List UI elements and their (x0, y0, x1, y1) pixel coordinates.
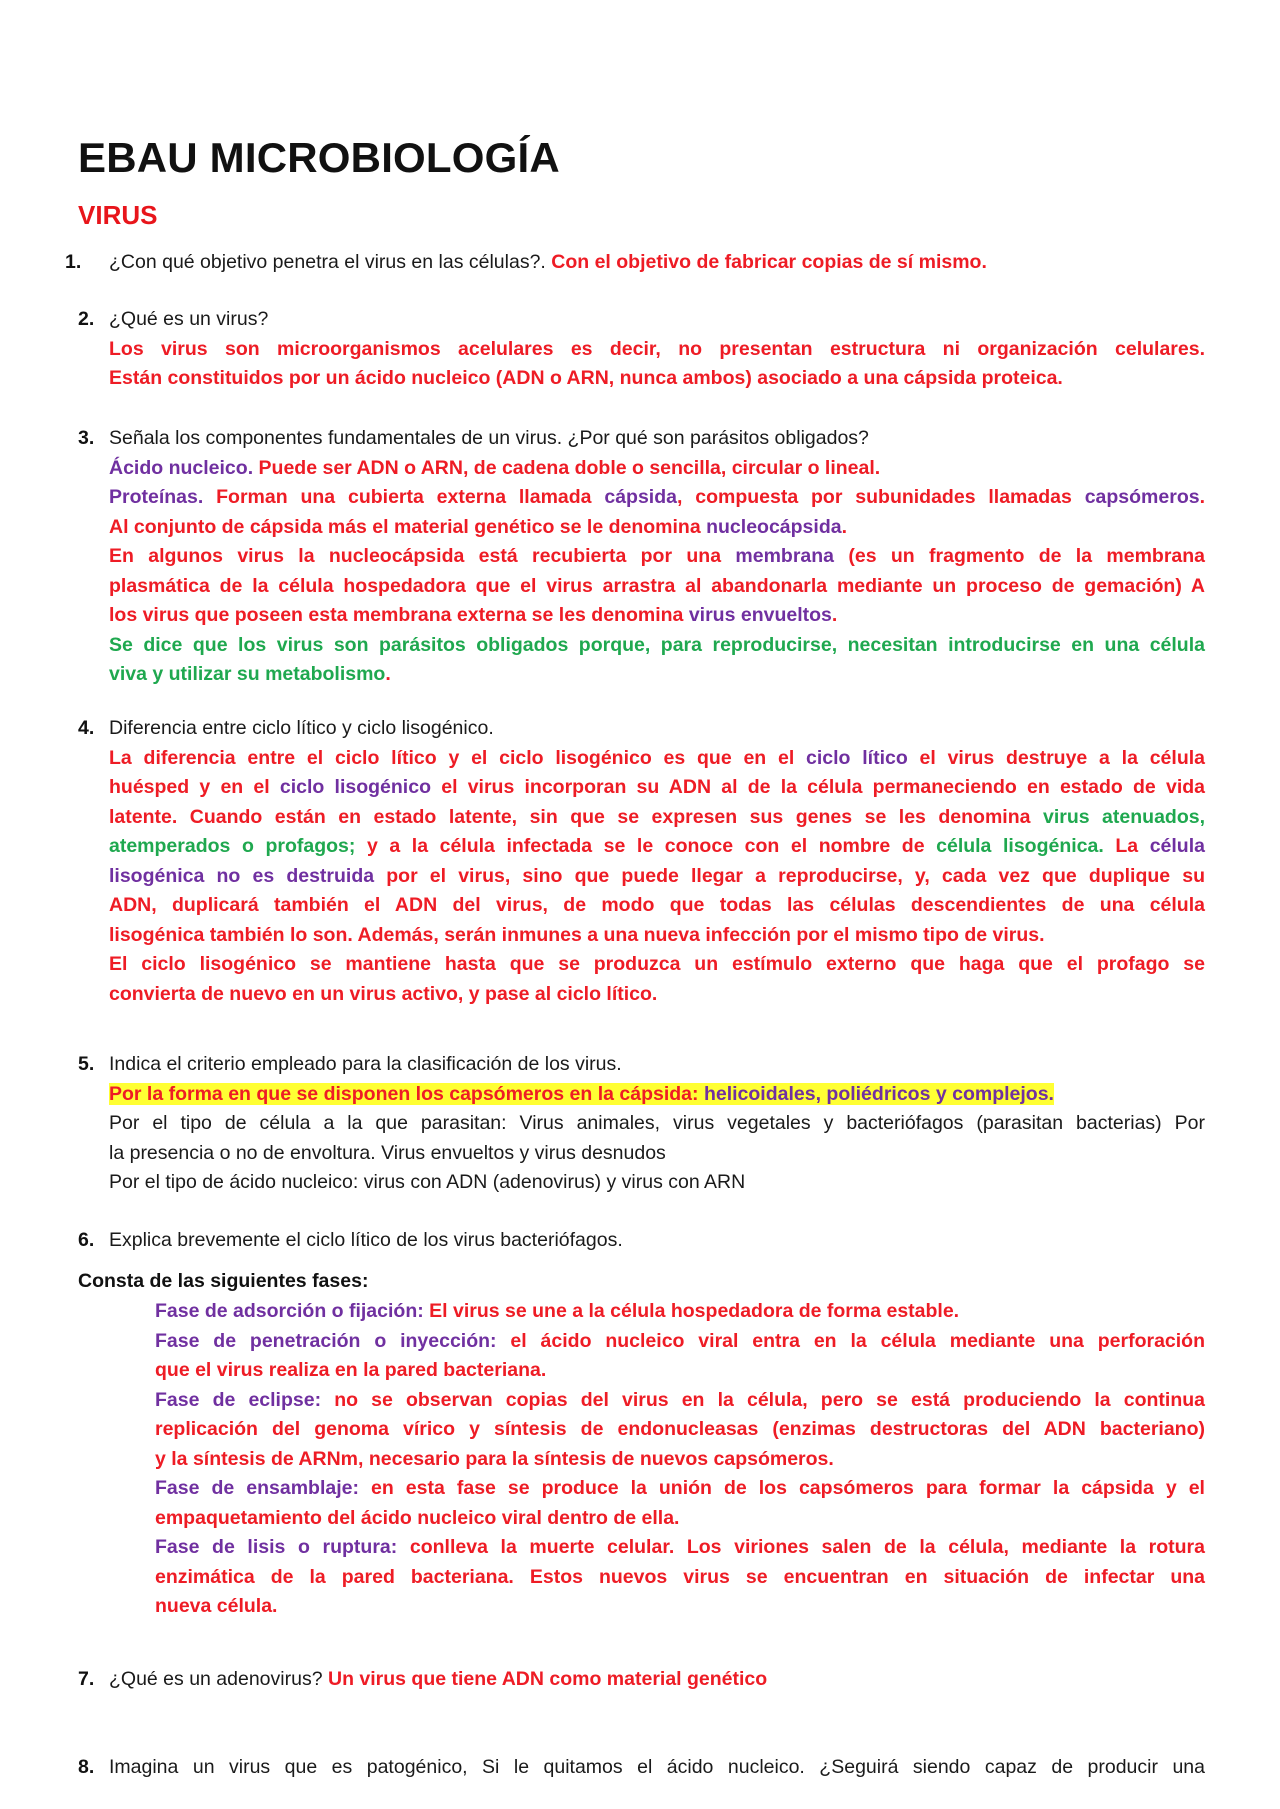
answer-line: convierta de nuevo en un virus activo, y pase al ciclo lítico. (109, 982, 658, 1005)
term: membrana (735, 545, 835, 567)
phase-line: que el virus realiza en la pared bacteriana. (155, 1359, 547, 1381)
answer-text: La diferencia entre el ciclo lítico y el ciclo lisogénico es que en el (109, 746, 795, 769)
phase-text: en esta fase se produce la unión de los capsómeros para formar la cápsida y el (371, 1477, 1205, 1499)
answer-text: , compuesta por subunidades llamadas (676, 486, 1072, 508)
answer-text: huésped y en el (109, 776, 270, 798)
phase-line (155, 1386, 1205, 1416)
question-number: 3. (78, 427, 95, 449)
term: ciclo lisogénico (279, 776, 431, 798)
highlighted-term: helicoidales, poliédricos y complejos. (703, 1082, 1054, 1105)
phase-line (155, 1533, 1205, 1563)
answer-line (109, 803, 1205, 833)
answer-line (109, 1080, 1205, 1110)
phase-line: y la síntesis de ARNm, necesario para la síntesis de nuevos capsómeros. (155, 1447, 834, 1470)
phase-term: Fase de penetración o inyección: (155, 1329, 497, 1352)
answer-text: viva y utilizar su metabolismo (109, 663, 386, 685)
answer-line: El ciclo lisogénico se mantiene hasta que se produzca un estímulo externo que haga que el profago se (109, 953, 1205, 975)
answer-text: Forman una cubierta externa llamada (216, 486, 592, 508)
question-text: Diferencia entre ciclo lítico y ciclo lisogénico. (109, 717, 494, 739)
question-text: ¿Con qué objetivo penetra el virus en las células?. (109, 251, 546, 273)
question-number: 6. (78, 1229, 95, 1251)
answer-line (109, 862, 1205, 892)
phase-term: Fase de ensamblaje: (155, 1477, 359, 1499)
answer-line (109, 542, 1205, 572)
question-line (109, 1753, 1205, 1783)
phase-line: enzimática de la pared bacteriana. Estos nuevos virus se encuentran en situación de infectar una (155, 1565, 1205, 1588)
answer-text: La (1115, 835, 1139, 857)
term: capsómeros (1084, 486, 1200, 508)
answer-line: Por el tipo de ácido nucleico: virus con ADN (adenovirus) y virus con ARN (109, 1171, 746, 1193)
answer-text: Un virus que tiene ADN como material genético (327, 1668, 768, 1690)
term: nucleocápsida (706, 515, 842, 538)
question-text: ¿Qué es un adenovirus? (109, 1668, 323, 1690)
phase-line: replicación del genoma vírico y síntesis de endonucleasas (enzimas destructoras del ADN bacteriano) (155, 1418, 1205, 1440)
term: célula lisogénica. (936, 835, 1104, 857)
answer-line: Se dice que los virus son parásitos obligados porque, para reproducirse, necesitan introducirse en una célula (109, 633, 1205, 656)
section-heading: VIRUS (78, 200, 158, 230)
answer-text: y a la célula infectada se le conoce con el nombre de (366, 835, 925, 857)
term: Proteínas. (109, 486, 204, 508)
punctuation: . (385, 663, 391, 685)
punctuation: . (841, 515, 847, 538)
answer-line (109, 832, 1205, 862)
term: virus envueltos (688, 604, 832, 626)
answer-text: Con el objetivo de fabricar copias de sí mismo. (551, 251, 987, 273)
question-text: Imagina un virus que es patogénico, Si le quitamos el ácido nucleico. ¿Seguirá siendo capaz de producir una (109, 1756, 1205, 1778)
answer-text: los virus que poseen esta membrana externa se les denomina (109, 604, 684, 626)
term: atemperados o profagos; (109, 835, 356, 857)
question-number: 5. (78, 1053, 95, 1075)
answer-text: Al conjunto de cápsida más el material genético se le denomina (109, 515, 701, 538)
question-text: Indica el criterio empleado para la clasificación de los virus. (109, 1053, 622, 1075)
answer-line: Los virus son microorganismos acelulares es decir, no presentan estructura ni organización celulares. (109, 337, 1205, 360)
answer-line: plasmática de la célula hospedadora que el virus arrastra al abandonarla mediante un proceso de gemación) A (109, 574, 1205, 597)
answer-block (109, 454, 1205, 690)
highlighted-answer: Por la forma en que se disponen los capsómeros en la cápsida: (109, 1082, 699, 1105)
term: ciclo lítico (806, 746, 908, 769)
term: Ácido nucleico. (109, 456, 254, 479)
phase-text: no se observan copias del virus en la célula, pero se está produciendo la continua (334, 1388, 1205, 1411)
question-text: Explica brevemente el ciclo lítico de los virus bacteriófagos. (109, 1229, 623, 1251)
phase-line: nueva célula. (155, 1595, 278, 1617)
question-number: 7. (78, 1668, 95, 1690)
phase-term: Fase de eclipse: (155, 1388, 322, 1411)
answer-block (109, 1080, 1205, 1198)
answer-line (109, 454, 1205, 484)
answer-text: latente. Cuando están en estado latente, sin que se expresen sus genes se les denomina (109, 805, 1031, 828)
answer-text: En algunos virus la nucleocápsida está recubierta por una (109, 545, 722, 567)
answer-line (109, 660, 1205, 690)
phase-term: Fase de adsorción o fijación: (155, 1300, 424, 1322)
question-line (109, 1665, 1205, 1695)
answer-line: Por el tipo de célula a la que parasitan: Virus animales, virus vegetales y bacteriófagos (parasitan bacterias) Por (109, 1112, 1205, 1134)
question-text: Señala los componentes fundamentales de un virus. ¿Por qué son parásitos obligados? (109, 427, 869, 449)
punctuation: . (831, 604, 838, 626)
document-title: EBAU MICROBIOLOGÍA (78, 134, 560, 181)
term: lisogénica no es destruida (109, 864, 375, 887)
answer-line (109, 744, 1205, 774)
phase-line: empaquetamiento del ácido nucleico viral dentro de ella. (155, 1506, 680, 1529)
answer-text: el virus destruye a la célula (919, 746, 1205, 769)
term: célula (1149, 835, 1205, 857)
intro-text: Consta de las siguientes fases: (78, 1270, 369, 1292)
answer-text: por el virus, sino que puede llegar a reproducirse, y, cada vez que duplique su (386, 864, 1206, 887)
answer-line (109, 483, 1205, 513)
answer-text: Puede ser ADN o ARN, de cadena doble o sencilla, circular o lineal. (258, 456, 881, 479)
term: virus atenuados, (1042, 805, 1205, 828)
answer-text: (es un fragmento de la membrana (848, 545, 1206, 567)
phase-term: Fase de lisis o ruptura: (155, 1536, 398, 1558)
answer-line: lisogénica también lo son. Además, serán inmunes a una nueva infección por el mismo tipo de virus. (109, 923, 1045, 946)
question-number: 1. (65, 251, 82, 273)
punctuation: . (1199, 486, 1205, 508)
answer-line (109, 601, 1205, 631)
answer-block (109, 335, 1205, 394)
phase-text: el ácido nucleico viral entra en la célula mediante una perforación (510, 1329, 1205, 1352)
question-line (109, 248, 1205, 278)
phase-text: El virus se une a la célula hospedadora de forma estable. (429, 1300, 960, 1322)
question-number: 4. (78, 717, 95, 739)
answer-line (109, 513, 1205, 543)
answer-line (109, 773, 1205, 803)
phases-intro (78, 1267, 1218, 1297)
answer-line: Están constituidos por un ácido nucleico (ADN o ARN, nunca ambos) asociado a una cápsida proteica. (109, 367, 1063, 389)
term: cápsida (604, 486, 677, 508)
question-number: 2. (78, 308, 95, 330)
answer-block (109, 744, 1205, 1010)
answer-text: el virus incorporan su ADN al de la célula permaneciendo en estado de vida (441, 776, 1206, 798)
question-text: ¿Qué es un virus? (109, 308, 269, 330)
phase-text: conlleva la muerte celular. Los viriones salen de la célula, mediante la rotura (409, 1536, 1205, 1558)
answer-line: ADN, duplicará también el ADN del virus, de modo que todas las células descendientes de una célula (109, 894, 1205, 916)
question-number: 8. (78, 1756, 95, 1778)
phase-line (155, 1297, 1205, 1327)
phase-line (155, 1474, 1205, 1504)
answer-line: la presencia o no de envoltura. Virus envueltos y virus desnudos (109, 1141, 666, 1164)
phase-line (155, 1327, 1205, 1357)
